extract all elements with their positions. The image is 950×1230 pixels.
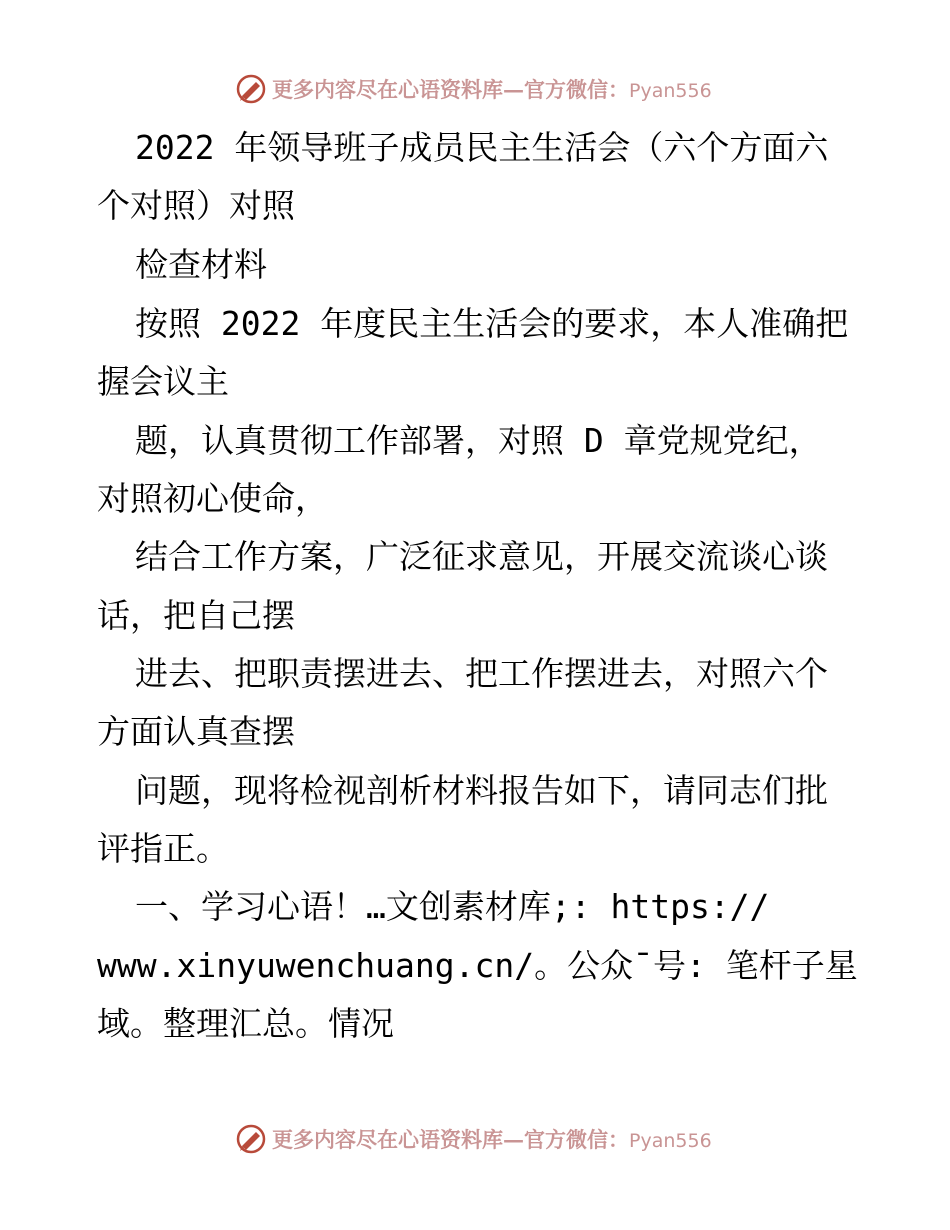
- doc-line-7: 对照初心使命，: [97, 479, 328, 518]
- doc-line-5: 握会议主: [97, 362, 229, 401]
- doc-line-13: 评指正。: [97, 829, 229, 868]
- doc-line-8: 结合工作方案，广泛征求意见，开展交流谈心谈: [135, 537, 828, 576]
- doc-line-4: 按照 2022 年度民主生活会的要求，本人准确把: [135, 304, 849, 343]
- doc-line-11: 方面认真查摆: [97, 712, 295, 751]
- watermark-text: 更多内容尽在心语资料库—官方微信：Pyan556: [272, 77, 712, 102]
- doc-line-1: 2022 年领导班子成员民主生活会（六个方面六: [135, 128, 829, 167]
- doc-line-9: 话，把自己摆: [97, 596, 295, 635]
- watermark-banner-bottom: [236, 1122, 712, 1156]
- doc-line-14: 一、学习心语！…文创素材库;: https://: [135, 887, 770, 926]
- doc-line-6: 题，认真贯彻工作部署，对照 D 章党规党纪，: [135, 421, 822, 460]
- doc-line-2: 个对照）对照: [97, 186, 295, 225]
- doc-line-15: www.xinyuwenchuang.cn/。公众¯号: 笔杆子星: [97, 946, 858, 985]
- doc-line-12: 问题，现将检视剖析材料报告如下，请同志们批: [135, 771, 828, 810]
- doc-line-3: 检查材料: [135, 245, 267, 284]
- watermark-text: 更多内容尽在心语资料库—官方微信：Pyan556: [272, 1127, 712, 1152]
- doc-line-16: 域。整理汇总。情况: [97, 1004, 394, 1043]
- pen-logo-icon: [236, 1124, 266, 1154]
- pen-logo-icon: [236, 74, 266, 104]
- doc-line-10: 进去、把职责摆进去、把工作摆进去，对照六个: [135, 654, 828, 693]
- watermark-banner-top: [236, 72, 712, 106]
